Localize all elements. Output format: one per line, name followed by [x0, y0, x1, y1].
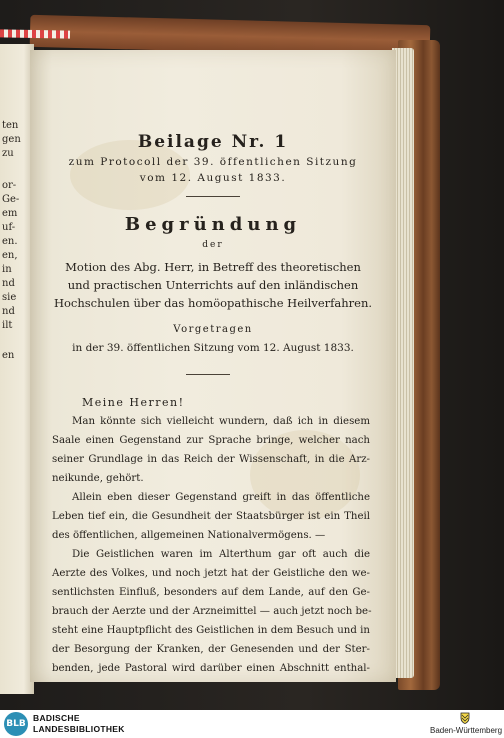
vorgetragen-label: Vorgetragen [173, 324, 253, 335]
body-line: Die Geistlichen waren im Alterthum gar oft auch die [72, 549, 370, 560]
body-line: Man könnte sich vielleicht wundern, daß ich in diesem [72, 416, 370, 427]
left-page-fragment: ilt [2, 320, 13, 331]
body-line: der Besorgung der Kranken, der Genesenden und der Ster- [52, 644, 370, 655]
body-line: sentlichsten Einfluß, besonders auf dem Lande, auf den Ge- [52, 587, 370, 598]
left-page-fragment: in [2, 264, 12, 275]
body-line: Saale einen Gegenstand zur Sprache bringe, welcher nach [52, 435, 370, 446]
protocoll-line: zum Protocoll der 39. öffentlichen Sitzung [68, 156, 358, 168]
bookmark-ribbon [0, 29, 70, 38]
body-line: Allein eben dieser Gegenstand greift in das öffentliche [72, 492, 370, 503]
coat-of-arms-icon [460, 712, 470, 724]
left-page-fragment: sie [2, 292, 17, 303]
left-page-fragment: en, [2, 250, 18, 261]
session-line: in der 39. öffentlichen Sitzung vom 12. August 1833. [72, 342, 354, 354]
left-page-fragment: en [2, 350, 15, 361]
page-heading: Beilage Nr. 1 [137, 132, 289, 152]
date-line: vom 12. August 1833. [139, 172, 287, 184]
body-line: benden, jede Pastoral wird darüber einen Abschnitt enthal- [52, 663, 370, 674]
left-page-fragment: uf- [2, 222, 16, 233]
body-line: Leben tief ein, die Gesundheit der Staatsbürger ist ein Theil [52, 511, 370, 522]
left-page-fragment: Ge- [2, 194, 20, 205]
region-label: Baden-Württemberg [430, 726, 503, 735]
left-page-fragment: gen [2, 134, 21, 145]
motion-line: und practischen Unterrichts auf den inländischen [67, 278, 359, 292]
body-line: seiner Grundlage in das Reich der Wissenschaft, in die Arz- [52, 454, 370, 465]
body-line: steht eine Hauptpflicht des Geistlichen in dem Besuch und in [52, 625, 370, 636]
footer-bar [0, 710, 504, 738]
salutation: Meine Herren! [82, 396, 185, 409]
motion-line: Hochschulen über das homöopathische Heilverfahren. [53, 296, 373, 310]
library-name-line2: LANDESBIBLIOTHEK [33, 724, 125, 734]
body-line: neikunde, gehört. [52, 473, 144, 484]
title-connector: der [202, 240, 224, 250]
left-page-fragment: or- [2, 180, 17, 191]
divider [186, 196, 240, 197]
body-line: brauch der Aerzte und der Arzneimittel — auch jetzt noch be- [52, 606, 372, 617]
document-title: Begründung [124, 214, 302, 235]
body-line: Aerzte des Volkes, und noch jetzt hat der Geistliche den we- [52, 568, 370, 579]
left-page-fragment: ten [2, 120, 19, 131]
left-page-fragment: nd [2, 278, 15, 289]
left-page-fragment: zu [2, 148, 14, 159]
blb-logo[interactable]: BLB [4, 712, 28, 736]
document-page [30, 50, 396, 682]
library-name-line1: BADISCHE [33, 713, 80, 723]
left-page-fragment: en. [2, 236, 18, 247]
left-page-fragment: em [2, 208, 18, 219]
divider [186, 374, 230, 375]
motion-line: Motion des Abg. Herr, in Betreff des theoretischen [65, 260, 361, 274]
left-page-fragment: nd [2, 306, 15, 317]
body-line: des öffentlichen, allgemeinen Nationalvermögens. — [52, 530, 326, 541]
